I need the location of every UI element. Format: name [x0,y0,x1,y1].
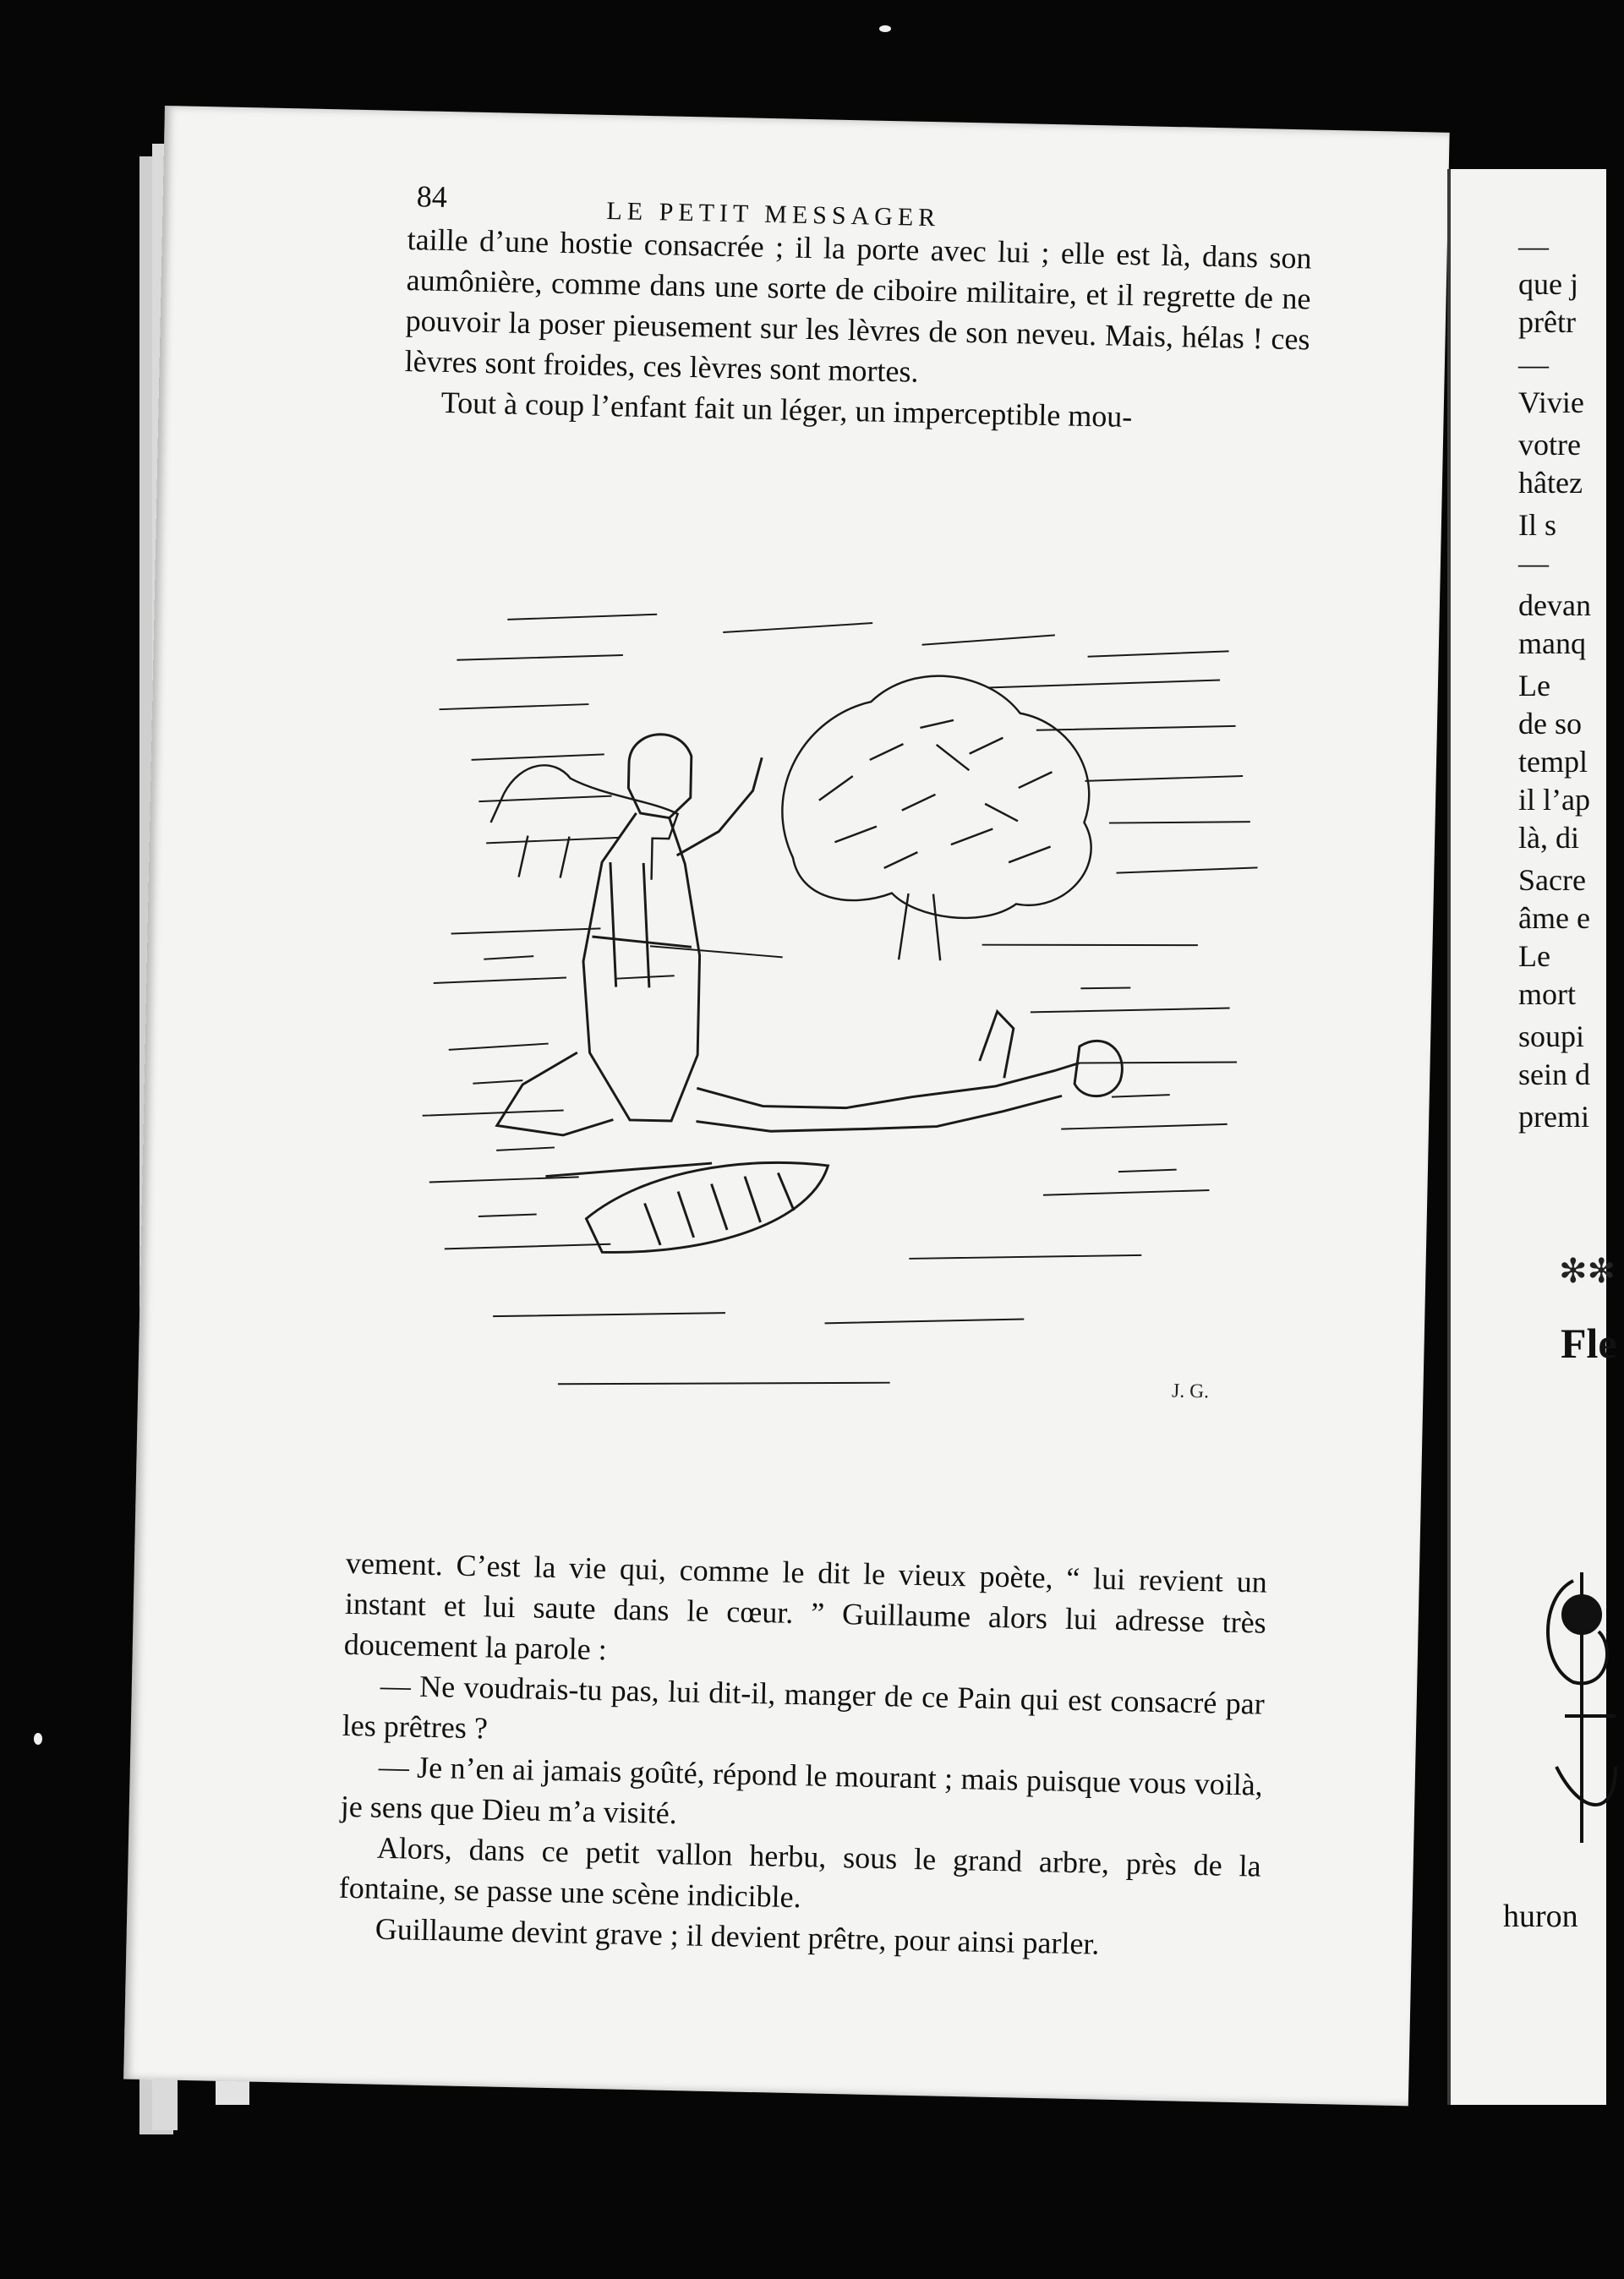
ornate-initial-graphic [1531,1564,1624,1860]
facing-line: mort [1518,977,1576,1011]
facing-line: Le [1518,939,1550,973]
facing-line: sein d [1518,1058,1590,1091]
facing-line: Le [1518,669,1550,702]
facing-line: manq [1518,626,1586,660]
knight [497,731,763,1140]
text-bottom [337,1543,1267,1968]
paragraph: Tout à coup l’enfant fait un léger, un imperceptible mou- [440,385,1133,434]
facing-line: Sacre [1518,863,1586,897]
horse [489,764,679,880]
facing-line: votre [1518,428,1581,462]
tree-canopy [779,673,1095,964]
facing-line: Vivie [1518,385,1584,419]
facing-line: soupi [1518,1019,1585,1053]
text-top [403,219,1312,440]
paragraph: Guillaume devint grave ; il devient prêtre, pour ainsi parler. [375,1911,1100,1961]
illustration-knight-and-dying-boy [390,584,1321,1499]
ornament: ✻✻ [1559,1252,1616,1290]
paragraph: vement. C’est la vie qui, comme le dit le vieux poète, “ lui revient un instant et lui saute dans le cœur. ” Guillaume alors lui adresse très doucement la parole : [343,1545,1268,1667]
text-fragment: huron [1503,1899,1578,1934]
paragraph: Alors, dans ce petit vallon herbu, sous le grand arbre, près de la fontaine, se passe une scène indicible. [338,1830,1262,1915]
paragraph: taille d’une hostie consacrée ; il la porte avec lui ; elle est là, dans son aumônière, comme dans une sorte de ciboire militaire, et il regrette de ne pouvoir la poser pieusement sur les lèvres de son neveu. Mais, hélas ! ces lèvres sont froides, ces lèvres sont mortes. [404,222,1312,389]
facing-line: là, di [1518,821,1579,855]
facing-line: prêtr [1518,305,1576,339]
paragraph: — Ne voudrais-tu pas, lui dit-il, manger de ce Pain qui est consacré par les prêtres ? [342,1668,1266,1746]
illustration-signature: J. G. [1171,1380,1210,1403]
page-number: 84 [416,179,448,215]
facing-line: — [1518,347,1549,381]
facing-line: premi [1518,1100,1589,1134]
facing-line: âme e [1518,901,1590,935]
facing-line: devan [1518,588,1591,622]
paragraph: — Je n’en ai jamais goûté, répond le mourant ; mais puisque vous voilà, je sens que Dieu m’a visité. [340,1749,1264,1831]
ground-hatching [417,925,1239,1398]
shield [544,1158,828,1257]
facing-line: Il s [1518,508,1556,542]
facing-line: — [1518,546,1549,580]
facing-page [1447,169,1617,2105]
facing-line: de so [1518,707,1582,741]
facing-line: il l’ap [1518,783,1590,817]
running-head: LE PETIT MESSAGER [606,196,941,232]
dying-boy [696,1005,1123,1139]
facing-line: hâtez [1518,466,1583,500]
dust-speck [879,25,891,32]
dust-speck [34,1733,42,1745]
heading-fragment: Fle [1561,1320,1617,1367]
left-page [123,106,1450,2106]
facing-line: — [1518,229,1549,263]
facing-line: templ [1518,745,1588,779]
facing-line: que j [1518,267,1578,301]
